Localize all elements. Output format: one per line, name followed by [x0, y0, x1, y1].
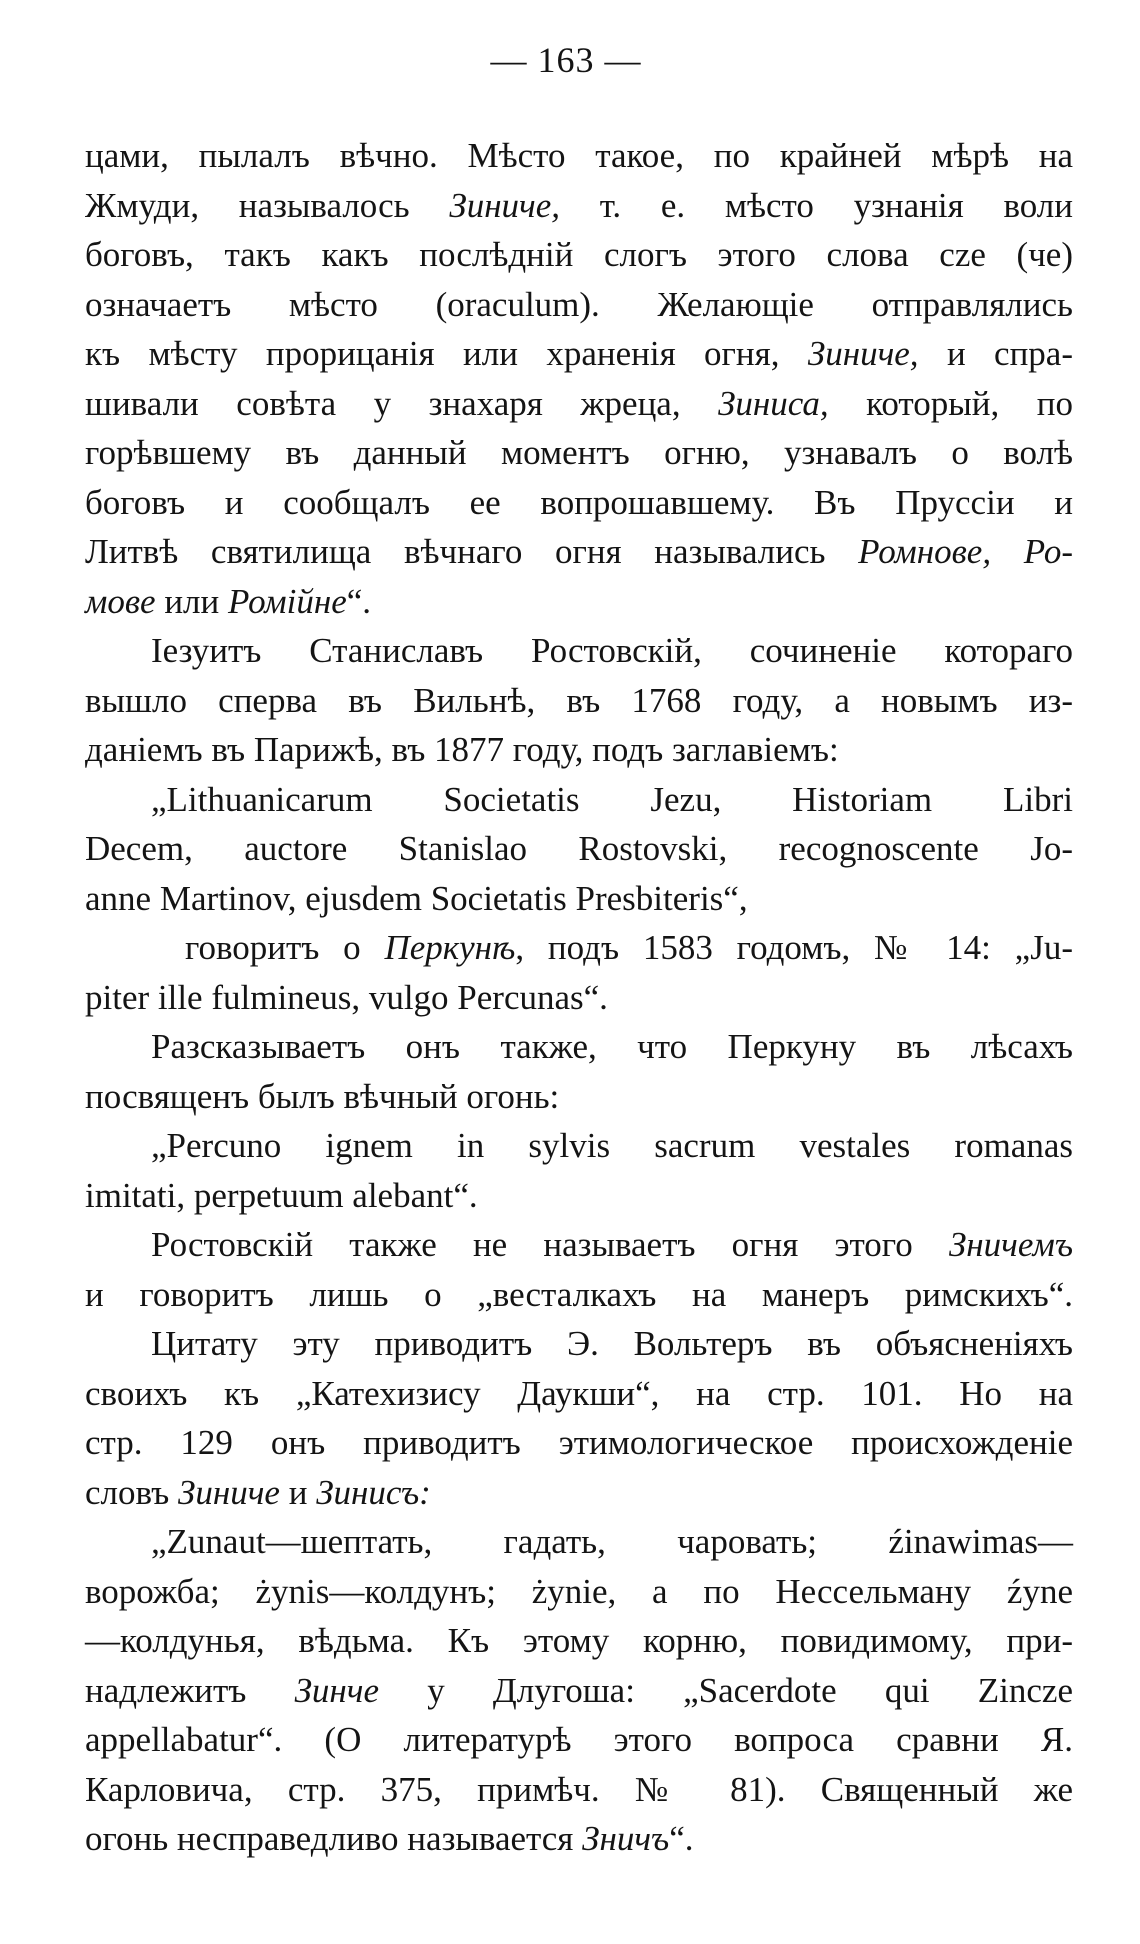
text-line [85, 1567, 1073, 1617]
text-segment: anne Martinov, ejusdem Societatis Presbiteris“, [85, 878, 748, 918]
text-line [85, 1666, 1073, 1716]
text-line [85, 775, 1073, 825]
italic-term: Зиниче, [449, 185, 561, 225]
text-segment: piter ille fulmineus, vulgo Percunas“. [85, 977, 608, 1017]
paragraph [85, 626, 1073, 775]
text-line [85, 1616, 1073, 1666]
text-line [85, 329, 1073, 379]
quotation [85, 775, 1073, 924]
text-segment: imitati, perpetuum alebant“. [85, 1175, 478, 1215]
quotation [85, 1121, 1073, 1220]
text-segment: Цитату эту приводитъ Э. Вольтеръ въ объясненіяхъ [151, 1324, 1073, 1363]
paragraph [85, 1220, 1073, 1319]
text-line [85, 280, 1073, 330]
text-line [85, 478, 1073, 528]
text-segment: или [155, 581, 229, 621]
italic-term: Ромнове, Ро- [858, 532, 1073, 571]
italic-term: Зинисъ: [316, 1472, 431, 1512]
text-segment: горѣвшему въ данный моментъ огню, узнавалъ о волѣ [85, 433, 1073, 472]
text-segment: т. е. мѣсто узнанія воли [560, 185, 1073, 225]
paragraph [85, 1319, 1073, 1517]
text-segment: Разсказываетъ онъ также, что Перкуну въ лѣсахъ [151, 1027, 1073, 1066]
text-segment: „Percuno ignem in sylvis sacrum vestales romanas [151, 1126, 1073, 1165]
italic-term: Зиниса, [718, 383, 829, 423]
text-segment: стр. 129 онъ приводитъ этимологическое происхожденіе [85, 1423, 1073, 1462]
text-segment: огонь несправедливо называется [85, 1819, 583, 1858]
text-segment: который, по [828, 383, 1073, 423]
text-segment: “. [669, 1819, 694, 1858]
quotation [85, 1517, 1073, 1864]
text-line [85, 1369, 1073, 1419]
text-line [85, 676, 1073, 726]
text-line [85, 1220, 1073, 1270]
text-line [85, 1270, 1073, 1320]
text-segment: ворожба; żynis—колдунъ; żynie, а по Нессельману źyne [85, 1571, 1073, 1611]
text-segment: посвященъ былъ вѣчный огонь: [85, 1076, 560, 1116]
paragraph [85, 923, 1073, 1022]
text-segment: Decem, auctore Stanislao Rostovski, recognoscente Jo- [85, 829, 1073, 868]
italic-term: мове [85, 581, 156, 621]
text-segment: даніемъ въ Парижѣ, въ 1877 году, подъ заглавіемъ: [85, 730, 839, 769]
text-line [85, 1814, 1073, 1864]
text-line [85, 527, 1073, 577]
text-segment: говоритъ о [185, 928, 385, 967]
text-segment: словъ [85, 1472, 179, 1512]
text-line [85, 1072, 1073, 1122]
text-line [85, 923, 1073, 973]
text-segment: цами, пылалъ вѣчно. Мѣсто такое, по крайней мѣрѣ на [85, 136, 1073, 175]
text-segment: —колдунья, вѣдьма. Къ этому корню, повидимому, при- [85, 1621, 1073, 1660]
text-line [85, 725, 1073, 775]
text-line [85, 1121, 1073, 1171]
text-segment: вышло сперва въ Вильнѣ, въ 1768 году, а новымъ из- [85, 680, 1073, 720]
text-segment: надлежитъ [85, 1670, 295, 1710]
italic-term: Зничъ [582, 1819, 670, 1858]
italic-term: Зинче [294, 1670, 380, 1710]
text-line [85, 973, 1073, 1023]
text-segment: , подъ 1583 годомъ, № 14: „Ju- [515, 928, 1073, 967]
text-segment: appellabatur“. (О литературѣ этого вопроса сравни Я. [85, 1720, 1073, 1759]
text-segment: и [279, 1472, 317, 1512]
text-line [85, 1468, 1073, 1518]
text-line [85, 1022, 1073, 1072]
text-line [85, 230, 1073, 280]
italic-term: Зничемъ [948, 1225, 1073, 1264]
text-segment: боговъ, такъ какъ послѣдній слогъ этого слова cze (че) [85, 235, 1073, 274]
text-segment: означаетъ мѣсто (oraculum). Желающіе отправлялись [85, 284, 1073, 324]
text-segment: Ростовскій также не называетъ огня этого [151, 1225, 949, 1264]
text-segment: къ мѣсту прорицанія или храненія огня, [85, 334, 808, 373]
italic-term: Зиниче [178, 1472, 280, 1512]
text-segment: боговъ и сообщалъ ее вопрошавшему. Въ Пруссіи и [85, 482, 1073, 522]
page-body [85, 131, 1073, 1864]
text-line [85, 131, 1073, 181]
text-segment: и спра- [918, 334, 1073, 373]
page-number: — 163 — [490, 40, 642, 80]
text-segment: своихъ къ „Катехизису Даукши“, на стр. 101. Но на [85, 1373, 1073, 1413]
text-segment: у Длугоша: „Sacerdote qui Zincze [379, 1670, 1073, 1710]
text-line [85, 874, 1073, 924]
text-segment: Іезуитъ Станиславъ Ростовскій, сочиненіе котораго [151, 631, 1073, 670]
text-segment: „Lithuanicarum Societatis Jezu, Historiam Libri [151, 779, 1073, 819]
text-segment: Литвѣ святилища вѣчнаго огня назывались [85, 532, 859, 571]
text-segment: Карловича, стр. 375, примѣч. № 81). Священный же [85, 1769, 1073, 1809]
text-line [85, 1715, 1073, 1765]
text-segment: “. [346, 581, 372, 621]
italic-term: Перкунѣ [384, 928, 516, 967]
text-segment: „Zunaut—шептать, гадать, чаровать; źinawimas— [151, 1522, 1073, 1561]
text-line [85, 428, 1073, 478]
text-line [85, 577, 1073, 627]
text-line [85, 1171, 1073, 1221]
text-segment: Жмуди, называлось [85, 185, 450, 225]
paragraph [85, 131, 1073, 626]
text-line [85, 1418, 1073, 1468]
text-line [85, 1517, 1073, 1567]
text-line [85, 626, 1073, 676]
text-segment: шивали совѣта у знахаря жреца, [85, 383, 719, 423]
text-line [85, 1319, 1073, 1369]
italic-term: Зиниче, [807, 334, 919, 373]
text-line [85, 1765, 1073, 1815]
text-line [85, 181, 1073, 231]
text-line [85, 824, 1073, 874]
text-segment: и говоритъ лишь о „весталкахъ на манеръ римскихъ“. [85, 1274, 1073, 1314]
text-line [85, 379, 1073, 429]
paragraph [85, 1022, 1073, 1121]
italic-term: Ромійне [228, 581, 347, 621]
